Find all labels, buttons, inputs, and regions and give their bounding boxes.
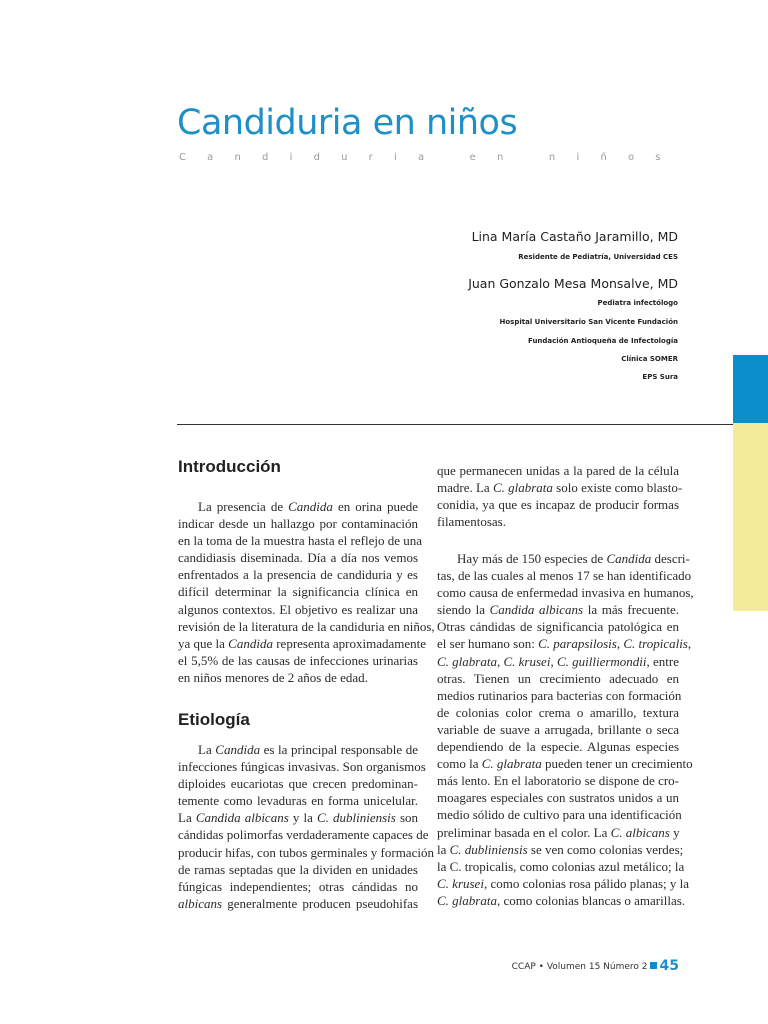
text-line (437, 513, 679, 530)
text-span: Otras cándidas de significancia patológica en (437, 619, 679, 635)
text-span: como causa de enfermedad invasiva en humanos, (437, 585, 694, 601)
text-span: candidiasis diseminada. Día a día nos vemos (178, 550, 418, 566)
italic-term: C. albicans (610, 824, 670, 840)
text-span: , (687, 636, 692, 652)
text-line (178, 758, 426, 775)
text-span: enfrentados a la presencia de candiduria y es (178, 567, 418, 583)
italic-term: C. parapsilosis (538, 636, 617, 652)
text-line (437, 635, 692, 652)
text-line (437, 687, 682, 704)
author-affiliation: Clínica SOMER (621, 355, 678, 363)
text-line (437, 841, 684, 858)
text-span: que permanecen unidas a la pared de la célula (437, 463, 679, 478)
text-line (178, 566, 418, 583)
text-span: el ser humano son: (437, 636, 539, 652)
text-span: medio sólido de cultivo para una identificación (437, 807, 682, 823)
page-footer (512, 958, 679, 974)
author-affiliation: Hospital Universitario San Vicente Fundación (499, 318, 678, 326)
text-line (437, 479, 683, 496)
text-line (437, 496, 679, 513)
text-span: el 5,5% de las causas de infecciones urinarias (178, 652, 418, 668)
text-span: medios rutinarios para bacterias con formación (437, 687, 682, 703)
text-span: La (178, 810, 196, 826)
text-line (437, 462, 679, 479)
text-span: de colonias color crema o amarillo, textura (437, 704, 679, 720)
italic-term: Candida albicans (195, 810, 289, 826)
text-span: infecciones fúngicas invasivas. Son organismos (178, 759, 426, 775)
text-span: , (496, 653, 504, 669)
body-paragraph (178, 741, 434, 912)
text-span: diploides eucariotas que crecen predominan- (178, 776, 418, 792)
italic-term: Candida (228, 635, 273, 651)
author-affiliation: Residente de Pediatría, Universidad CES (518, 253, 678, 261)
author-affiliation: Pediatra infectólogo (597, 299, 678, 307)
page-title: Candiduria en niños (177, 103, 518, 143)
text-line (178, 741, 418, 758)
text-line (437, 892, 686, 909)
author-affiliation: EPS Sura (642, 373, 678, 381)
text-line (437, 653, 679, 670)
text-span: descri- (651, 551, 690, 566)
text-line (437, 550, 690, 567)
text-line (437, 875, 690, 892)
text-span: en la toma de la muestra hasta el reflejo de una (178, 533, 423, 549)
text-span: indicar desde un hallazgo por contaminación (178, 516, 418, 532)
text-span: , (616, 636, 624, 652)
text-span: como la (437, 756, 482, 772)
text-span: preliminar basada en el color. La (437, 824, 611, 840)
text-span: conidia, ya que es incapaz de producir formas (437, 497, 679, 513)
text-span: son (395, 810, 419, 826)
text-span: generalmente producen pseudohifas (222, 895, 418, 911)
text-line (178, 775, 418, 792)
square-icon (650, 962, 657, 969)
text-span: algunos contextos. El objetivo es realizar una (178, 601, 418, 617)
text-span: representa aproximadamente (272, 635, 427, 651)
text-span: difícil determinar la significancia clínica en (178, 584, 418, 600)
text-line (178, 861, 418, 878)
body-paragraph (178, 498, 435, 686)
text-span: , como colonias rosa pálido planas; y la (483, 875, 690, 891)
section-heading: Etiología (178, 710, 250, 729)
text-span: moagares especiales con sustratos unidos a un (437, 790, 679, 806)
italic-term: C. glabrata (437, 653, 497, 669)
text-line (437, 738, 679, 755)
text-line (178, 583, 418, 600)
italic-term: albicans (178, 895, 223, 911)
text-span: siendo la (437, 602, 490, 618)
journal-info: CCAP • Volumen 15 Número 2 (511, 962, 648, 972)
text-span: en niños menores de 2 años de edad. (178, 669, 368, 685)
text-line (437, 772, 679, 789)
text-span: , entre (646, 653, 680, 669)
text-span: madre. La (437, 480, 493, 496)
italic-term: C. dubliniensis (449, 841, 528, 857)
text-line (437, 567, 692, 584)
text-line (178, 844, 434, 861)
text-span: otras. Tienen un crecimiento adecuado en (437, 670, 679, 686)
text-line (178, 809, 418, 826)
italic-term: C. dubliniensis (316, 810, 396, 826)
text-line (178, 498, 418, 515)
text-span: la (437, 841, 450, 857)
text-line (178, 635, 427, 652)
text-span: es la principal responsable de (260, 742, 418, 757)
text-line (178, 895, 418, 912)
author-name: Juan Gonzalo Mesa Monsalve, MD (468, 276, 678, 291)
author-affiliation: Fundación Antioqueña de Infectología (528, 337, 678, 345)
text-line (437, 824, 679, 841)
text-span: temente como levaduras en forma unicelular. (178, 793, 418, 809)
text-span: Hay más de 150 especies de (457, 551, 607, 566)
text-span: revisión de la literatura de la candiduria en niños, (178, 618, 435, 634)
text-span: y la (288, 810, 317, 826)
header-divider (177, 424, 733, 425)
italic-term: C. krusei (503, 653, 551, 669)
text-span: filamentosas. (437, 514, 506, 530)
text-line (437, 618, 679, 635)
text-line (178, 792, 418, 809)
text-span: La presencia de (198, 499, 289, 514)
text-line (178, 878, 418, 895)
text-span: y (669, 824, 680, 840)
side-tab-blue (733, 355, 768, 423)
page-subtitle: Candiduria en niños (179, 152, 682, 163)
italic-term: C. glabrata (492, 480, 553, 496)
text-line (437, 755, 693, 772)
text-span: cándidas polimorfas verdaderamente capaces de (178, 827, 429, 843)
text-line (178, 652, 418, 669)
text-line (437, 806, 682, 823)
text-span: dependiendo de la especie. Algunas especies (437, 739, 679, 755)
side-tab-yellow (733, 423, 768, 611)
text-span: , como colonias blancas o amarillas. (496, 892, 686, 908)
text-line (437, 704, 679, 721)
text-line (178, 826, 429, 843)
text-line (178, 618, 435, 635)
italic-term: C. glabrata (481, 756, 542, 772)
section-heading: Introducción (178, 457, 281, 476)
text-line (178, 549, 418, 566)
text-span: la C. tropicalis, como colonias azul metálico; la (437, 858, 685, 874)
text-span: fúngicas independientes; otras cándidas no (178, 878, 418, 894)
text-span: producir hifas, con tubos germinales y formación (178, 844, 434, 860)
text-span: La (198, 742, 216, 757)
body-paragraph (437, 462, 683, 530)
text-line (437, 789, 679, 806)
text-line (178, 669, 418, 686)
body-paragraph (437, 550, 694, 909)
text-span: de ramas septadas que la dividen en unidades (178, 861, 418, 877)
text-span: ya que la (178, 635, 229, 651)
italic-term: C. krusei (437, 875, 484, 891)
text-span: más lento. En el laboratorio se dispone de cro- (437, 773, 679, 789)
italic-term: Candida (215, 742, 261, 757)
italic-term: Candida (606, 551, 652, 566)
text-line (178, 532, 423, 549)
text-span: variable de suave a arrugada, brillante o seca (437, 721, 679, 737)
text-line (437, 670, 679, 687)
text-span: pueden tener un crecimiento (541, 756, 693, 772)
text-span: la más frecuente. (583, 602, 679, 618)
italic-term: Candida (288, 499, 333, 514)
text-line (178, 601, 418, 618)
text-line (178, 515, 418, 532)
text-span: solo existe como blasto- (552, 480, 683, 496)
italic-term: C. glabrata (437, 892, 497, 908)
text-line (437, 858, 685, 875)
page-number: 45 (659, 958, 679, 974)
italic-term: C. tropicalis (623, 636, 688, 652)
text-span: en orina puede (332, 499, 418, 514)
text-line (437, 601, 679, 618)
italic-term: Candida albicans (489, 602, 584, 618)
text-span: tas, de las cuales al menos 17 se han identificado (437, 568, 692, 584)
text-line (437, 584, 694, 601)
text-line (437, 721, 679, 738)
text-span: , (550, 653, 557, 669)
author-name: Lina María Castaño Jaramillo, MD (471, 229, 678, 244)
italic-term: C. guilliermondii (556, 653, 647, 669)
text-span: se ven como colonias verdes; (527, 841, 684, 857)
